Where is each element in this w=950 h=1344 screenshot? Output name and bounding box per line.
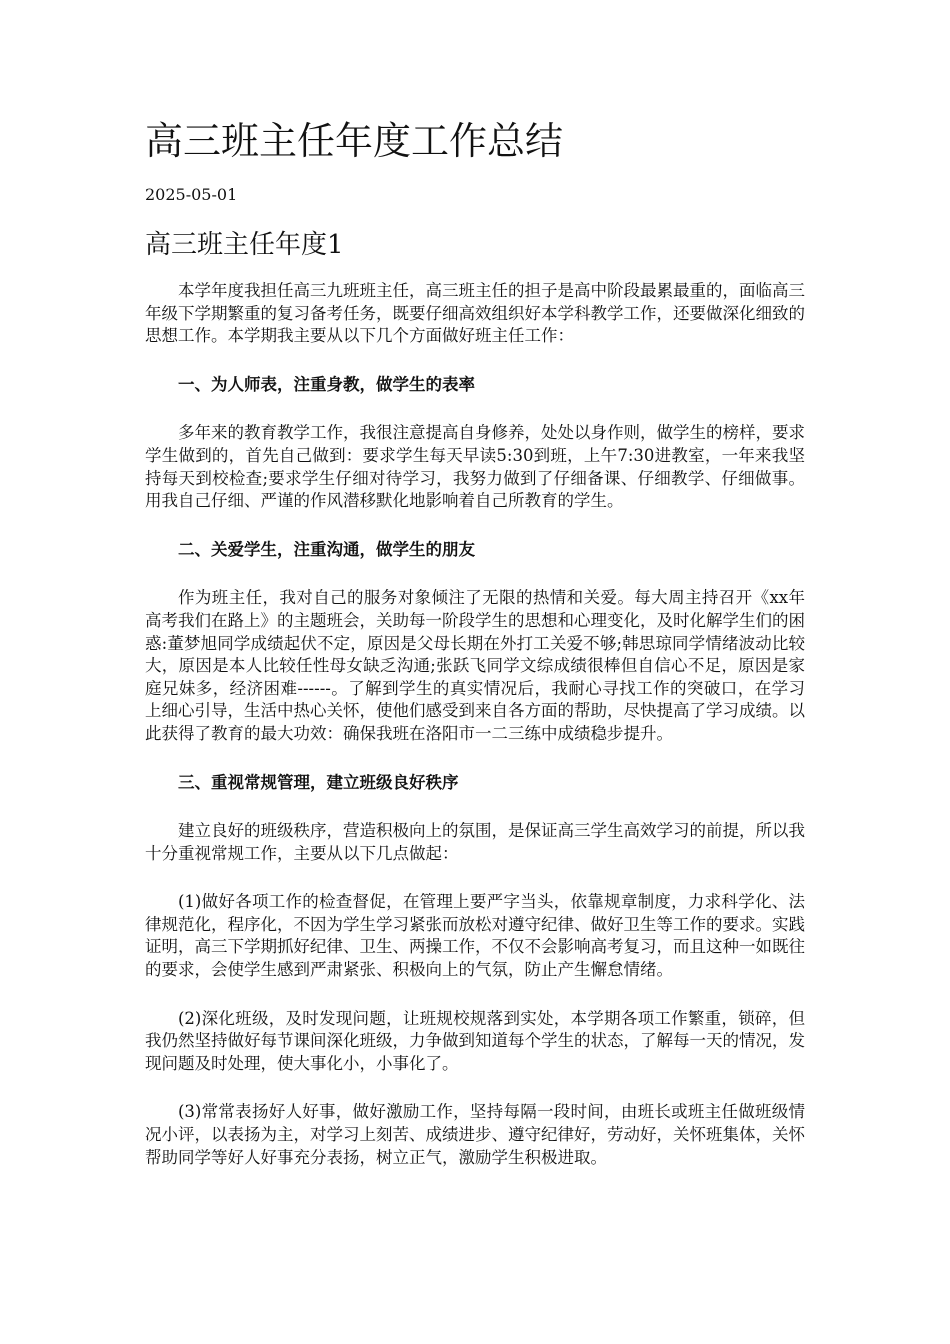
document-body [145, 280, 805, 1195]
subheading-1: 一、为人师表，注重身教，做学生的表率 [178, 374, 475, 394]
paragraph-routine-intro: 建立良好的班级秩序，营造积极向上的氛围，是保证高三学生高效学习的前提，所以我十分重视常规工作，主要从以下几点做起： [145, 821, 805, 863]
paragraph-point-2: (2)深化班级，及时发现问题，让班规校规落到实处，本学期各项工作繁重，锁碎，但我仍然坚持做好每节课间深化班级，力争做到知道每个学生的状态，了解每一天的情况，发现问题及时处理，使大事化小，小事化了。 [145, 1008, 805, 1073]
section-heading: 高三班主任年度1 [145, 230, 344, 260]
paragraph-point-3: (3)常常表扬好人好事，做好激励工作，坚持每隔一段时间，由班长或班主任做班级情况小评，以表扬为主，对学习上刻苦、成绩进步、遵守纪律好，劳动好，关怀班集体，关怀帮助同学等好人好事充分表扬，树立正气，激励学生积极进取。 [145, 1102, 805, 1167]
paragraph-care-students: 作为班主任，我对自己的服务对象倾注了无限的热情和关爱。每大周主持召开《xx年高考我们在路上》的主题班会，关助每一阶段学生的思想和心理变化，及时化解学生们的困惑:董梦旭同学成绩起伏不定，原因是父母长期在外打工关爱不够;韩思琼同学情绪波动比较大，原因是本人比较任性母女缺乏沟通;张跃飞同学文综成绩很棒但自信心不足，原因是家庭兄妹多，经济困难------。了解到学生的真实情况后，我耐心寻找工作的突破口，在学习上细心引导，生活中热心关怀，使他们感受到来自各方面的帮助，尽快提高了学习成绩。以此获得了教育的最大功效：确保我班在洛阳市一二三练中成绩稳步提升。 [145, 588, 805, 743]
document-date: 2025-05-01 [145, 185, 238, 204]
paragraph-role-model: 多年来的教育教学工作，我很注意提高自身修养，处处以身作则，做学生的榜样，要求学生做到的，首先自己做到：要求学生每天早读5:30到班，上午7:30进教室，一年来我坚持每天到校检查;要求学生仔细对待学习，我努力做到了仔细备课、仔细教学、仔细做事。用我自己仔细、严谨的作风潜移默化地影响着自己所教育的学生。 [145, 423, 805, 511]
intro-paragraph: 本学年度我担任高三九班班主任，高三班主任的担子是高中阶段最累最重的，面临高三年级下学期繁重的复习备考任务，既要仔细高效组织好本学科教学工作，还要做深化细致的思想工作。本学期我主要从以下几个方面做好班主任工作： [145, 281, 805, 346]
subheading-3: 三、重视常规管理，建立班级良好秩序 [178, 772, 459, 792]
paragraph-point-1: (1)做好各项工作的检查督促，在管理上要严字当头，依靠规章制度，力求科学化、法律规范化，程序化，不因为学生学习紧张而放松对遵守纪律、做好卫生等工作的要求。实践证明，高三下学期抓好纪律、卫生、两操工作，不仅不会影响高考复习，而且这种一如既往的要求，会使学生感到严肃紧张、积极向上的气氛，防止产生懈怠情绪。 [145, 892, 805, 980]
subheading-2: 二、关爱学生，注重沟通，做学生的朋友 [178, 539, 475, 559]
document-title: 高三班主任年度工作总结 [145, 119, 564, 163]
